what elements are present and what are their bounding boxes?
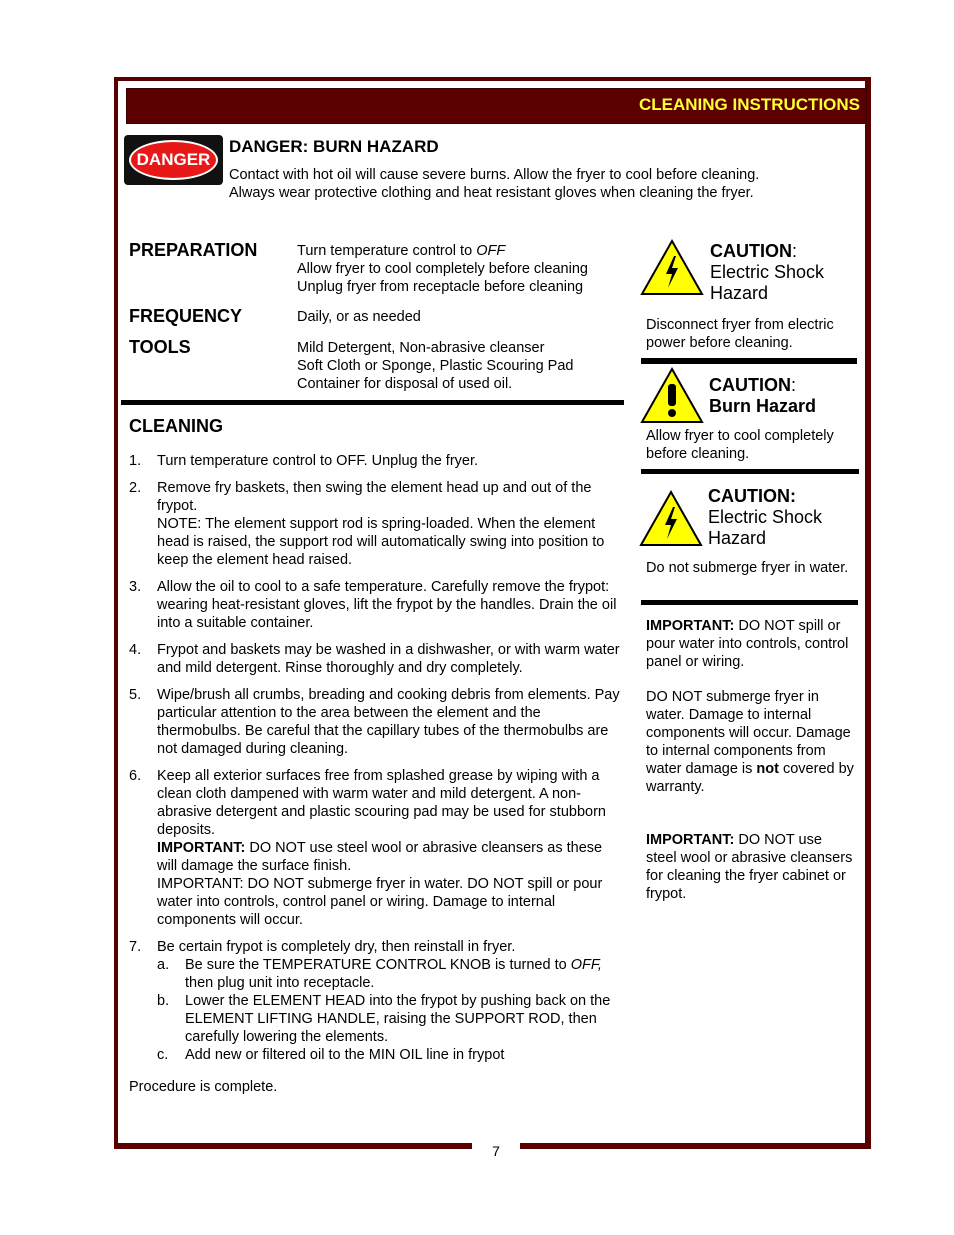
important-text: DO NOT use steel wool or abrasive cleansers as these will damage the surface finish. [157,840,603,874]
step-text: Be certain frypot is completely dry, then reinstall in fryer. [157,939,516,955]
step-important: IMPORTANT: DO NOT submerge fryer in water. DO NOT spill or pour water into controls, control panel or wiring. Damage to internal components will occur. [157,876,603,928]
step-number: 3. [129,579,142,595]
danger-line: Contact with hot oil will cause severe burns. Allow the fryer to cool before cleaning. [229,167,760,183]
step-note: NOTE: The element support rod is spring-loaded. When the element head is raised, the support rod will automatically swing into position to keep the element head raised. [157,516,605,568]
danger-heading: DANGER: BURN HAZARD [229,137,439,156]
preparation-label: PREPARATION [129,240,258,260]
step-text: Keep all exterior surfaces free from splashed grease by wiping with a clean cloth dampened with warm water and mild detergent. A non-abrasive detergent and plastic scouring pad may be used for stubborn deposits. [157,768,606,838]
step-text: Frypot and baskets may be washed in a dishwasher, or with warm water and mild detergent. Rinse thoroughly and dry completely. [157,642,620,676]
important-label: IMPORTANT: [646,832,735,848]
caution-text: Disconnect fryer from electric power before cleaning. [646,317,834,351]
step-number: 2. [129,480,142,496]
warranty-note [646,688,856,796]
preparation-line: Allow fryer to cool completely before cleaning [297,261,588,277]
step-text: Remove fry baskets, then swing the element head up and out of the frypot. [157,480,592,514]
preparation-line [297,242,627,260]
step-number: 5. [129,687,142,703]
list-item [129,686,624,758]
cleaning-steps [129,452,624,1073]
section-title: CLEANING INSTRUCTIONS [639,95,860,114]
procedure-complete: Procedure is complete. [129,1079,278,1095]
substep-italic: OFF, [570,957,602,973]
list-item [129,452,624,470]
substep-text: Be sure the TEMPERATURE CONTROL KNOB is turned to [185,957,571,973]
step-important [157,839,624,875]
substeps [157,956,624,1064]
list-item [129,767,624,929]
step-text: Allow the oil to cool to a safe temperature. Carefully remove the frypot: wearing heat-resistant gloves, lift the frypot by the handles. Drain the oil into a suitable container. [157,579,617,631]
substep [157,992,624,1046]
important-label: IMPORTANT: [646,618,735,634]
substep-letter: c. [157,1047,169,1063]
substep-letter: a. [157,957,170,973]
step-number: 4. [129,642,142,658]
caution-divider [641,469,859,474]
tools-text [297,339,627,393]
important-note [646,831,856,903]
caution-hazard-line: Burn Hazard [709,396,817,416]
off-italic: OFF [476,243,506,259]
warranty-text: DO NOT submerge fryer in water. Damage to internal components will occur. Damage to internal components from water damage is [646,689,851,777]
caution-heading [709,375,816,417]
warranty-not: not [756,761,779,777]
caution-heading [710,241,824,304]
caution-label: CAUTION [710,241,792,261]
cleaning-heading: CLEANING [129,416,223,436]
section-divider [121,400,624,405]
important-text: DO NOT spill or pour water into controls, control panel or wiring. [646,618,849,670]
electric-shock-warning-icon [640,238,704,296]
substep-text: Lower the ELEMENT HEAD into the frypot by pushing back on the ELEMENT LIFTING HANDLE, raising the SUPPORT ROD, then carefully lowering the elements. [185,993,611,1045]
caution-heading [708,486,822,549]
caution-divider [641,600,858,605]
preparation-line: Unplug fryer from receptacle before cleaning [297,279,584,295]
tools-label: TOOLS [129,337,191,357]
substep [157,1046,624,1064]
step-text: Turn temperature control to OFF. Unplug the fryer. [157,453,479,469]
caution-label: CAUTION [709,375,791,395]
substep-text: Add new or filtered oil to the MIN OIL line in frypot [185,1047,505,1063]
caution-label: CAUTION: [708,486,796,506]
caution-hazard-line: Hazard [710,283,769,303]
caution-colon: : [792,241,798,261]
electric-shock-warning-icon [639,489,703,547]
substep-letter: b. [157,993,170,1009]
step-number: 7. [129,939,142,955]
important-label: IMPORTANT: [157,840,246,856]
substep [157,956,624,992]
list-item [129,641,624,677]
danger-sign-text: DANGER [129,140,218,180]
list-item [129,578,624,632]
tools-line: Container for disposal of used oil. [297,376,513,392]
caution-hazard-line: Electric Shock [708,507,823,527]
preparation-line-prefix: Turn temperature control to [297,243,477,259]
caution-colon: : [791,375,797,395]
caution-text: Allow fryer to cool completely before cleaning. [646,428,834,462]
header-bar [126,88,867,124]
danger-line: Always wear protective clothing and heat resistant gloves when cleaning the fryer. [229,185,754,201]
tools-line: Mild Detergent, Non-abrasive cleanser [297,340,545,356]
danger-sign-icon [124,135,223,185]
substep-text: then plug unit into receptacle. [185,975,375,991]
important-note [646,617,856,671]
step-text: Wipe/brush all crumbs, breading and cooking debris from elements. Pay particular attention to the area between the element and the thermobulbs. Be careful that the capillary tubes of the thermobulbs are not damaged during cleaning. [157,687,620,757]
step-number: 6. [129,768,142,784]
caution-hazard-line: Electric Shock [710,262,825,282]
caution-text: Do not submerge fryer in water. [646,560,849,576]
step-number: 1. [129,453,142,469]
caution-hazard-line: Hazard [708,528,767,548]
danger-text [229,166,849,202]
list-item [129,479,624,569]
list-item [129,938,624,1064]
tools-line: Soft Cloth or Sponge, Plastic Scouring Pad [297,358,574,374]
frequency-label: FREQUENCY [129,306,243,326]
caution-divider [641,358,857,364]
exclamation-warning-icon [640,366,704,424]
page-number: 7 [492,1143,500,1159]
important-text: DO NOT use steel wool or abrasive cleansers for cleaning the fryer cabinet or frypot. [646,832,853,902]
preparation-text [297,242,627,296]
frequency-value: Daily, or as needed [297,309,421,325]
warranty-text: covered by warranty. [646,761,854,795]
